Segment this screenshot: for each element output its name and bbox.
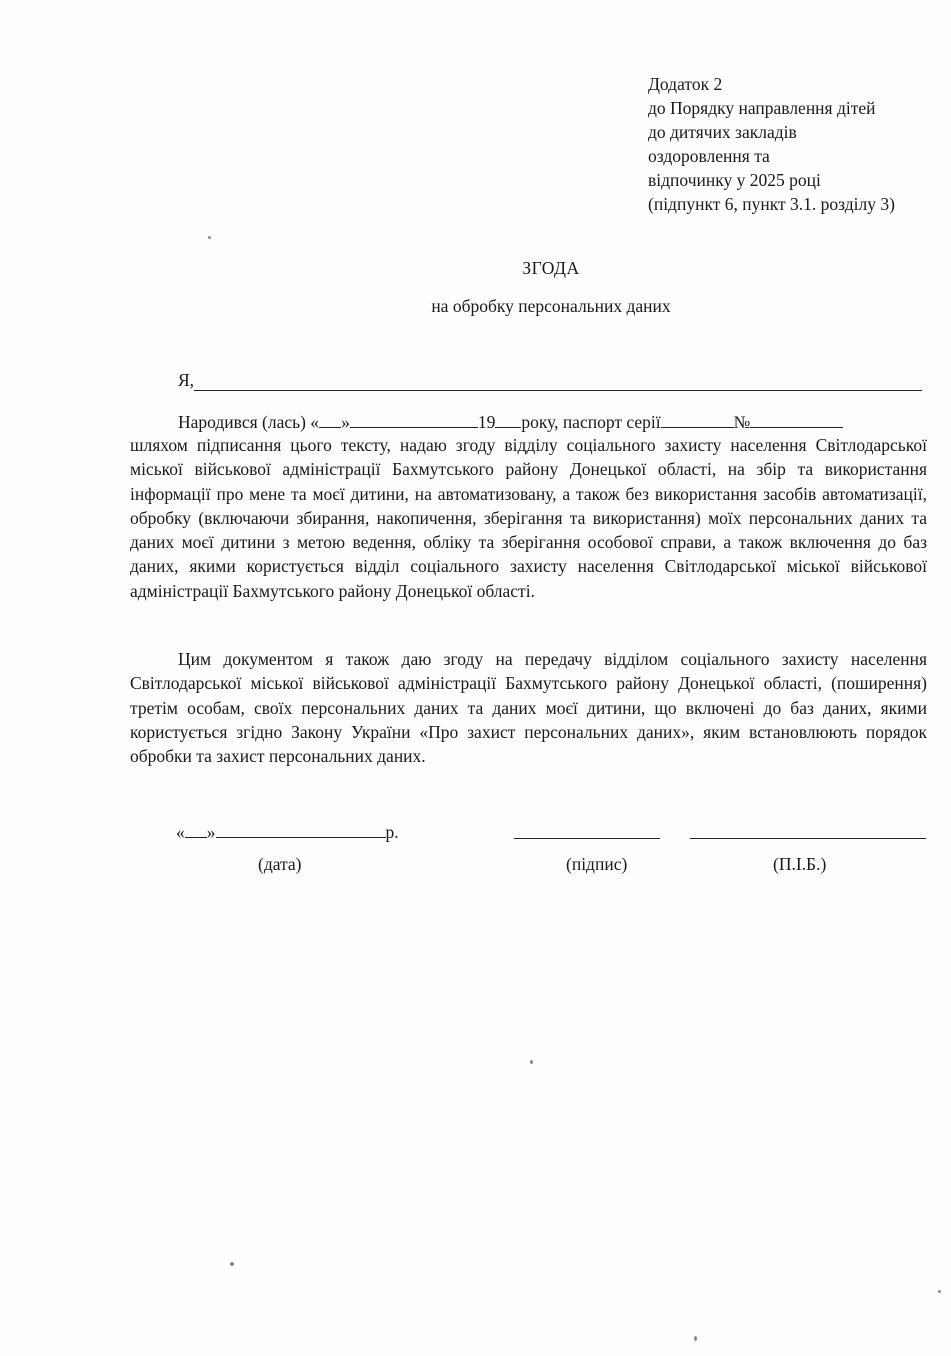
consent-paragraph-1: шляхом підписання цього тексту, надаю згоду відділу соціального захисту населення Світлодарської міської військової адміністрації Бахмутського району Донецької області, на збір та використання інформації про мене та моєї дитини, на автоматизовану, а також без використання засобів автоматизації, обробку (включаючи збирання, накопичення, зберігання та використання) моїх персональних даних та даних моєї дитини з метою ведення, обліку та зберігання особової справи, а також включення до баз даних, якими користується відділ соціального захисту населення Світлодарської міської військової адміністрації Бахмутського району Донецької області. [130, 435, 927, 601]
passport-number-field[interactable] [750, 409, 843, 428]
full-name-field[interactable] [194, 372, 922, 391]
year-prefix: 19 [477, 412, 496, 432]
document-title: ЗГОДА [522, 258, 580, 278]
birth-year-field[interactable] [495, 409, 521, 428]
date-open: « [176, 822, 185, 842]
name-line [178, 370, 922, 391]
annex-line: (підпункт 6, пункт 3.1. розділу 3) [648, 194, 895, 214]
number-sign: № [733, 412, 751, 432]
sign-month-year-field[interactable] [216, 819, 386, 838]
quote-close: » [341, 412, 350, 432]
date-close: » [206, 822, 216, 842]
caption-date: (дата) [258, 854, 302, 874]
date-field-group [176, 819, 399, 843]
passport-series-field[interactable] [661, 409, 734, 428]
scan-speck [208, 236, 211, 239]
born-label: Народився (лась) « [178, 412, 320, 432]
annex-line: оздоровлення та [648, 146, 770, 166]
paragraph-2-text: Цим документом я також даю згоду на передачу відділом соціального захисту населення Світлодарської міської військової адміністрації Бахмутського району Донецької області, (поширення) третім особам, своїх персональних даних та даних моєї дитини, що включені до баз даних, якими користується згідно Закону України «Про захист персональних даних», яким встановлюють порядок обробки та захист персональних даних. [130, 649, 927, 767]
scan-speck [938, 1290, 941, 1293]
annex-line: відпочинку у 2025 році [648, 170, 821, 190]
document-subtitle: на обробку персональних даних [431, 296, 671, 316]
sign-day-field[interactable] [185, 819, 207, 838]
scan-speck [530, 1060, 533, 1064]
consent-paragraph-2 [130, 647, 927, 768]
year-suffix: року, паспорт серії [521, 412, 661, 432]
birth-passport-line [178, 409, 927, 433]
scan-speck [694, 1336, 697, 1341]
signer-name-field[interactable] [690, 819, 926, 839]
birth-month-field[interactable] [350, 409, 478, 428]
annex-line: до Порядку направлення дітей [648, 98, 876, 118]
caption-name: (П.І.Б.) [773, 854, 827, 874]
caption-signature: (підпис) [566, 854, 628, 874]
annex-line: Додаток 2 [648, 74, 723, 94]
annex-line: до дитячих закладів [648, 122, 797, 142]
birth-day-field[interactable] [319, 409, 341, 428]
year-suffix: р. [385, 822, 399, 842]
signature-field[interactable] [514, 819, 660, 839]
scan-speck [230, 1262, 234, 1266]
ya-label: Я, [178, 370, 195, 390]
annex-block [648, 72, 895, 216]
